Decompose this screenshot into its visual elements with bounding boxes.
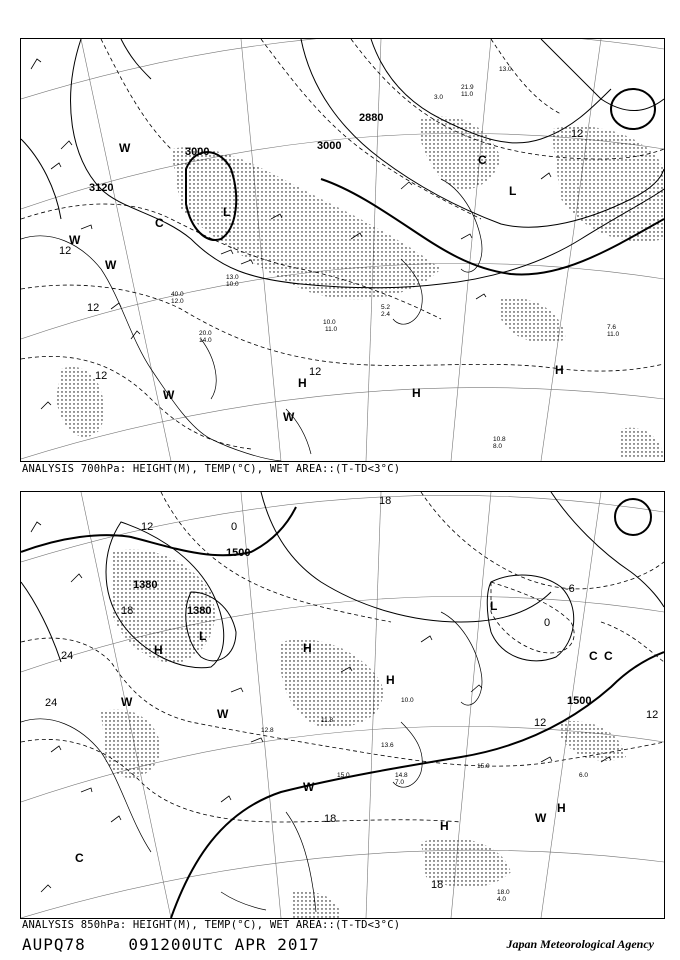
center-H: H	[303, 641, 312, 655]
isotherm-label: 12	[141, 521, 154, 533]
isotherm-label: -6	[565, 583, 575, 595]
center-W: W	[69, 233, 81, 247]
station-value: 5.2	[381, 304, 391, 311]
station-value: 10.0	[401, 697, 414, 704]
station-value: 14.0	[199, 337, 212, 344]
station-value: 15.0	[477, 763, 490, 770]
center-H: H	[440, 819, 449, 833]
center-C: C	[75, 851, 84, 865]
station-value: 14.8	[395, 772, 408, 779]
center-W: W	[283, 410, 295, 424]
center-L: L	[509, 184, 517, 198]
center-H: H	[555, 363, 564, 377]
center-C: C	[478, 153, 487, 167]
height-label: 1500	[567, 695, 592, 707]
map-850hpa	[20, 491, 665, 919]
chart-code: AUPQ78	[22, 935, 86, 954]
station-value: 20.0	[199, 330, 212, 337]
isotherm-label: 12	[309, 366, 322, 378]
height-label: 1500	[226, 547, 251, 559]
center-W: W	[535, 811, 547, 825]
isotherm-label: 12	[571, 128, 584, 140]
station-value: 11.0	[461, 91, 474, 98]
agency-name: Japan Meteorological Agency	[506, 937, 654, 951]
isotherm-label: 12	[95, 370, 108, 382]
height-label: 1380	[133, 579, 158, 591]
height-label: 3120	[89, 182, 114, 194]
station-value: 12.0	[171, 298, 184, 305]
isotherm-label: 0	[231, 521, 238, 533]
center-W: W	[303, 780, 315, 794]
station-value: 12.8	[261, 727, 274, 734]
station-value: 40.0	[171, 291, 184, 298]
center-H: H	[154, 643, 163, 657]
height-label: 3000	[185, 146, 210, 158]
station-value: 13.6	[381, 742, 394, 749]
station-value: 18.0	[497, 889, 510, 896]
station-value: 11.8	[321, 717, 334, 724]
center-W: W	[105, 258, 117, 272]
height-label: 1380	[187, 605, 212, 617]
center-W: W	[217, 707, 229, 721]
isotherm-label: 18	[379, 495, 392, 507]
station-value: 6.0	[579, 772, 589, 779]
station-value: 8.0	[493, 443, 503, 450]
center-L: L	[490, 599, 498, 613]
station-value: 21.9	[461, 84, 474, 91]
center-W: W	[119, 141, 131, 155]
height-label: 2880	[359, 112, 384, 124]
center-W: W	[163, 388, 175, 402]
station-value: 2.4	[381, 311, 391, 318]
chart-datetime: 091200UTC APR 2017	[128, 935, 320, 954]
station-value: 11.0	[607, 331, 620, 338]
coastline	[21, 612, 482, 912]
station-value: 15.0	[337, 772, 350, 779]
station-value: 11.0	[325, 326, 338, 333]
center-H: H	[386, 673, 395, 687]
map-850hpa-canvas	[21, 492, 664, 918]
center-H: H	[412, 386, 421, 400]
station-value: 10.0	[323, 319, 336, 326]
caption-850hpa: ANALYSIS 850hPa: HEIGHT(M), TEMP(°C), WET AREA::(T-TD<3°C)	[22, 919, 401, 931]
station-value: 10.8	[493, 436, 506, 443]
isotherm-label: 18	[324, 813, 337, 825]
station-value: 4.0	[497, 896, 507, 903]
isotherm-label: 12	[534, 717, 547, 729]
station-value: 3.0	[434, 94, 444, 101]
map-700hpa-canvas	[21, 39, 664, 461]
isotherm-label: 0	[544, 617, 551, 629]
isotherm-label: 18	[431, 879, 444, 891]
isotherm-label: 12	[87, 302, 100, 314]
station-value: 10.0	[226, 281, 239, 288]
isotherm-label: 24	[45, 697, 58, 709]
center-H: H	[298, 376, 307, 390]
caption-700hpa: ANALYSIS 700hPa: HEIGHT(M), TEMP(°C), WET AREA::(T-TD<3°C)	[22, 463, 401, 475]
isotherm-label: 24	[61, 650, 74, 662]
station-value: 13.0	[226, 274, 239, 281]
center-C: C	[155, 216, 164, 230]
center-W: W	[121, 695, 133, 709]
center-L: L	[199, 629, 207, 643]
isotherm-label: 12	[646, 709, 659, 721]
chart-identifier	[22, 935, 320, 954]
station-value: 13.0	[499, 66, 512, 73]
height-label: 3000	[317, 140, 342, 152]
wet-area	[101, 549, 626, 918]
center-C: C	[589, 649, 598, 663]
center-L: L	[223, 205, 231, 219]
station-value: 7.0	[395, 779, 405, 786]
center-C: C	[604, 649, 613, 663]
station-value: 7.6	[607, 324, 617, 331]
map-700hpa	[20, 38, 665, 462]
center-H: H	[557, 801, 566, 815]
isotherm-label: 18	[121, 605, 134, 617]
isotherm-label: 12	[59, 245, 72, 257]
